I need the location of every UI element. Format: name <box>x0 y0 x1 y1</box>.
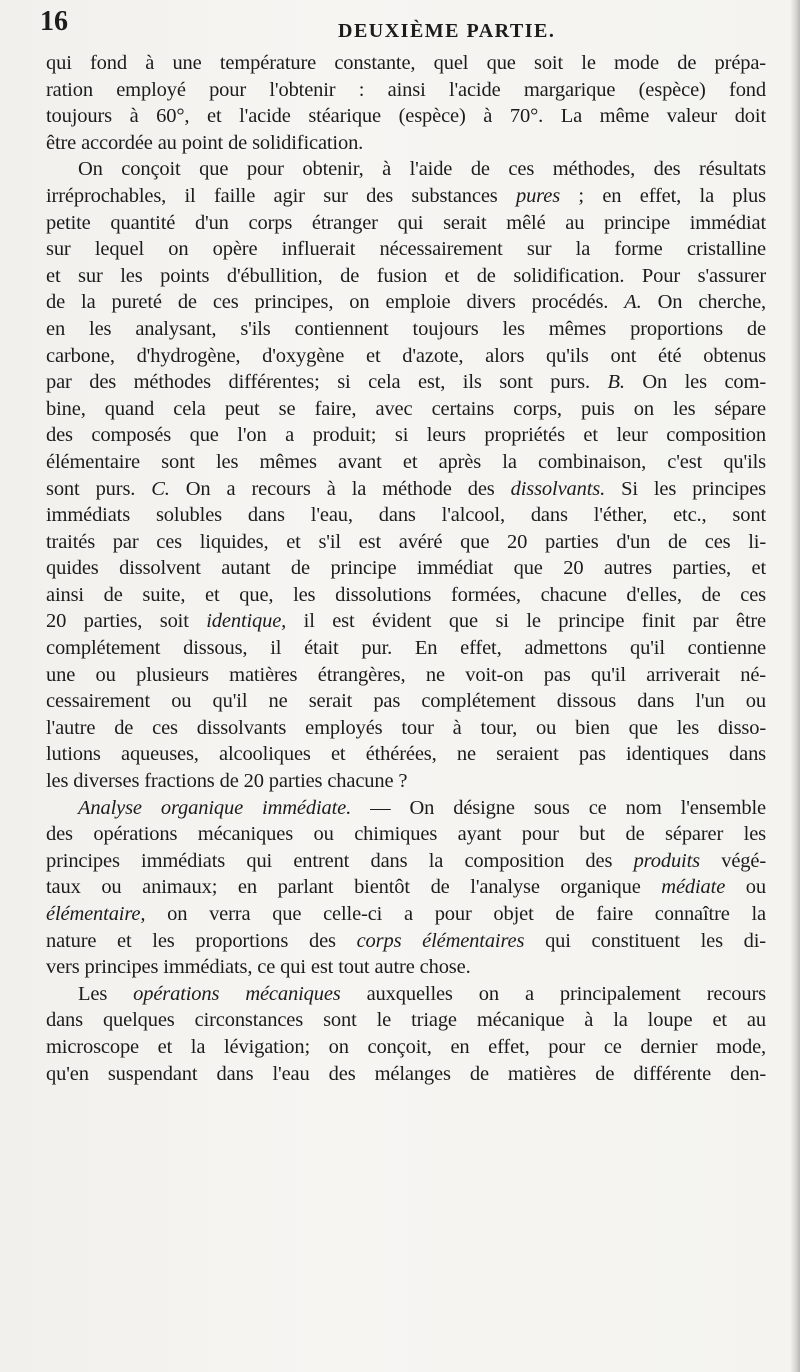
text-segment: immédiats solubles dans l'eau, dans l'alcool, dans l'éther, etc., sont <box>46 504 766 527</box>
text-segment: taux ou animaux; en parlant bientôt de l'analyse organique <box>46 876 662 899</box>
text-segment: auxquelles on a principalement recours <box>340 982 766 1005</box>
text-segment: et sur les points d'ébullition, de fusion et de solidification. Pour s'assurer <box>46 264 766 287</box>
text-line <box>46 555 766 582</box>
page-edge-shadow <box>790 0 800 1372</box>
text-line <box>46 422 766 449</box>
text-segment: petite quantité d'un corps étranger qui serait mêlé au principe immédiat <box>46 211 766 234</box>
text-segment: toujours à 60°, et l'acide stéarique (espèce) à 70°. La même valeur doit <box>46 105 766 128</box>
text-line <box>46 954 766 981</box>
text-segment: nature et les proportions des <box>46 929 357 952</box>
text-segment: irréprochables, il faille agir sur des substances <box>46 184 516 207</box>
text-segment: — On désigne sous ce nom l'ensemble <box>351 796 766 819</box>
running-head: DEUXIÈME PARTIE. <box>338 20 556 42</box>
text-segment: qu'en suspendant dans l'eau des mélanges de matières de différente den- <box>46 1062 766 1085</box>
text-segment: de la pureté de ces principes, on emploie divers procédés. <box>46 291 625 314</box>
text-line <box>46 608 766 635</box>
text-segment: cessairement ou qu'il ne serait pas complétement dissous dans l'un ou <box>46 690 766 713</box>
text-segment: les diverses fractions de 20 parties chacune ? <box>46 770 408 793</box>
text-line <box>46 981 766 1008</box>
text-line <box>46 289 766 316</box>
italic-text: A. <box>624 291 642 314</box>
text-segment: végé- <box>699 849 766 872</box>
text-segment: Les <box>78 982 134 1005</box>
text-line <box>46 236 766 263</box>
text-line <box>46 502 766 529</box>
text-segment: 20 parties, soit <box>46 610 207 633</box>
text-line <box>46 848 766 875</box>
text-segment: sont purs. <box>46 477 152 500</box>
text-segment: microscope et la lévigation; on conçoit, en effet, pour ce dernier mode, <box>46 1035 766 1058</box>
text-line <box>46 741 766 768</box>
text-line <box>46 263 766 290</box>
text-segment: On cherche, <box>641 291 766 314</box>
text-segment: carbone, d'hydrogène, d'oxygène et d'azote, alors qu'ils ont été obtenus <box>46 344 766 367</box>
text-line <box>46 582 766 609</box>
text-line <box>46 50 766 77</box>
text-segment: bine, quand cela peut se faire, avec certains corps, puis on les sépare <box>46 397 766 420</box>
italic-text: identique, <box>206 610 287 633</box>
text-segment: vers principes immédiats, ce qui est tout autre chose. <box>46 956 471 979</box>
text-line <box>46 396 766 423</box>
text-segment: On conçoit que pour obtenir, à l'aide de ces méthodes, des résultats <box>78 158 766 181</box>
text-segment: traités par ces liquides, et s'il est avéré que 20 parties d'un de ces li- <box>46 530 766 553</box>
text-line <box>46 662 766 689</box>
text-segment: une ou plusieurs matières étrangères, ne voit-on pas qu'il arriverait né- <box>46 663 766 686</box>
text-segment: des opérations mécaniques ou chimiques ayant pour but de séparer les <box>46 823 766 846</box>
text-line <box>46 369 766 396</box>
text-line <box>46 476 766 503</box>
text-segment: ainsi de suite, et que, les dissolutions formées, chacune d'elles, de ces <box>46 583 766 606</box>
text-segment: être accordée au point de solidification. <box>46 131 364 154</box>
text-line <box>46 901 766 928</box>
text-segment: On les com- <box>624 371 766 394</box>
text-segment: principes immédiats qui entrent dans la composition des <box>46 849 634 872</box>
body-text <box>46 50 766 1087</box>
text-line <box>46 768 766 795</box>
text-segment: des composés que l'on a produit; si leurs propriétés et leur composition <box>46 424 766 447</box>
text-line <box>46 928 766 955</box>
text-segment: il est évident que si le principe finit par être <box>286 610 766 633</box>
text-line <box>46 1061 766 1088</box>
text-line <box>46 449 766 476</box>
text-segment: sur lequel on opère influerait nécessairement sur la forme cristalline <box>46 238 766 261</box>
text-line <box>46 715 766 742</box>
text-segment: ration employé pour l'obtenir : ainsi l'acide margarique (espèce) fond <box>46 78 766 101</box>
text-line <box>46 529 766 556</box>
italic-text: dissolvants. <box>510 477 606 500</box>
italic-text: pures <box>515 184 561 207</box>
text-segment: en les analysant, s'ils contiennent toujours les mêmes proportions de <box>46 317 766 340</box>
text-segment: on verra que celle-ci a pour objet de faire connaître la <box>145 903 766 925</box>
italic-text: Analyse organique immédiate. <box>78 796 352 819</box>
text-segment: ou <box>725 876 766 899</box>
text-line <box>46 130 766 157</box>
text-segment: par des méthodes différentes; si cela est, ils sont purs. <box>46 371 608 394</box>
text-line <box>46 183 766 210</box>
italic-text: médiate <box>661 876 726 899</box>
text-segment: qui constituent les di- <box>524 929 766 952</box>
text-line <box>46 316 766 343</box>
italic-text: opérations mécaniques <box>133 982 341 1005</box>
text-line <box>46 210 766 237</box>
text-line <box>46 795 766 822</box>
italic-text: corps élémentaires <box>356 929 525 952</box>
italic-text: C. <box>151 477 170 500</box>
italic-text: B. <box>607 371 625 394</box>
text-segment: élémentaire sont les mêmes avant et après la combinaison, c'est qu'ils <box>46 450 766 473</box>
text-segment: Si les principes <box>605 477 766 500</box>
text-line <box>46 103 766 130</box>
text-segment: dans quelques circonstances sont le triage mécanique à la loupe et au <box>46 1009 766 1032</box>
text-segment: l'autre de ces dissolvants employés tour à tour, ou bien que les disso- <box>46 716 766 739</box>
text-segment: complétement dissous, il était pur. En effet, admettons qu'il contienne <box>46 637 766 660</box>
text-line <box>46 874 766 901</box>
text-segment: On a recours à la méthode des <box>169 477 511 500</box>
text-segment: lutions aqueuses, alcooliques et éthérées, ne seraient pas identiques dans <box>46 743 766 766</box>
text-line <box>46 77 766 104</box>
italic-text: élémentaire, <box>46 903 146 925</box>
page-number: 16 <box>40 6 68 37</box>
text-line <box>46 343 766 370</box>
italic-text: produits <box>633 849 700 872</box>
page-header <box>38 6 760 46</box>
text-line <box>46 635 766 662</box>
text-line <box>46 1007 766 1034</box>
text-line <box>46 688 766 715</box>
text-segment: quides dissolvent autant de principe immédiat que 20 autres parties, et <box>46 557 766 580</box>
text-line <box>46 821 766 848</box>
text-line <box>46 1034 766 1061</box>
text-line <box>46 156 766 183</box>
text-segment: ; en effet, la plus <box>560 184 766 207</box>
text-segment: qui fond à une température constante, quel que soit le mode de prépa- <box>46 52 766 74</box>
